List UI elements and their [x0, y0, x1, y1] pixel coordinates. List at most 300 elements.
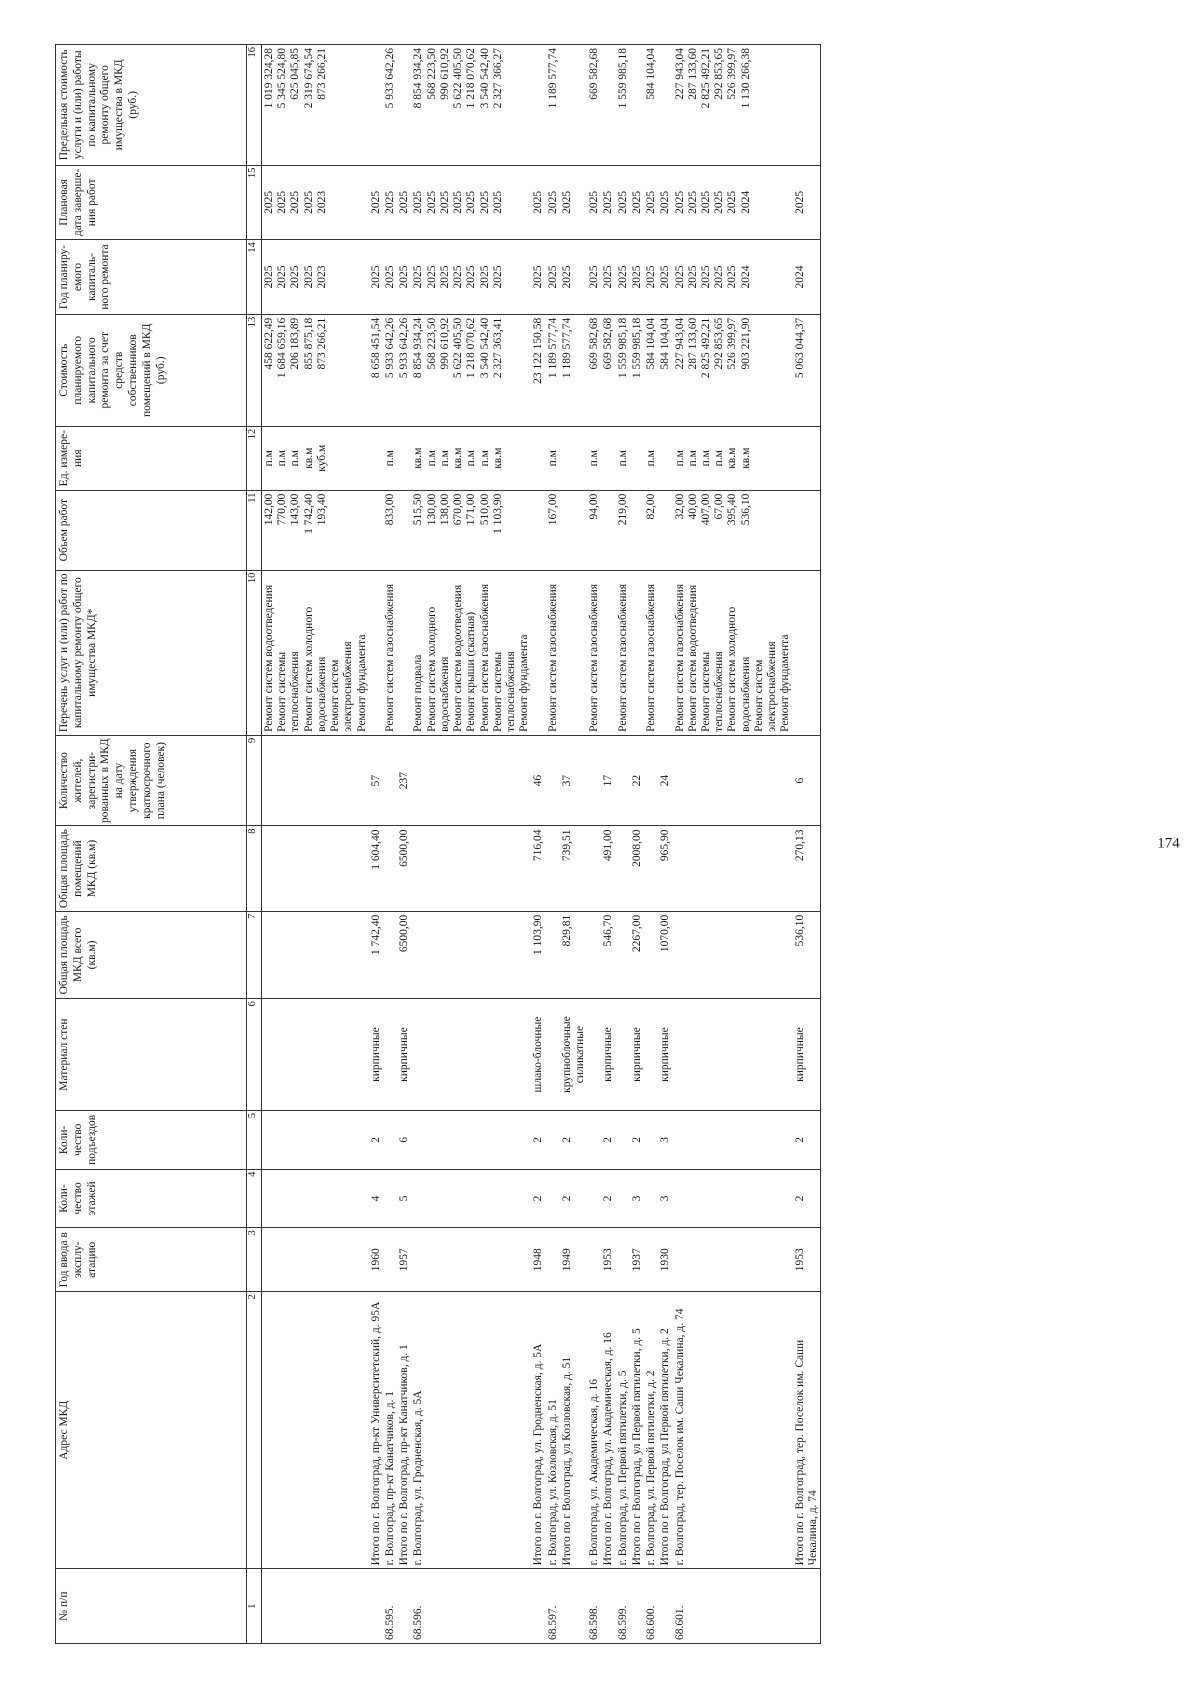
- cell-line: Ремонт системы теплоснабжения: [491, 651, 517, 732]
- cell-line: 193,40: [315, 493, 328, 526]
- cell-area_total: [383, 911, 397, 998]
- cell-line: 292 853,65: [713, 48, 726, 100]
- cell-limit: [397, 45, 411, 166]
- cell-walls: крупноблочные силикатные: [560, 999, 587, 1111]
- cell-line: 2025: [289, 190, 302, 214]
- cell-line: 2025: [588, 190, 601, 214]
- cell-line: п.м: [478, 450, 491, 467]
- cell-unit: [587, 426, 601, 490]
- cell-limit: [262, 45, 369, 166]
- cell-line: 2025: [438, 265, 451, 289]
- cell-line: 40,00: [686, 493, 699, 520]
- column-header: Перечень услуг и (или) работ по капитальному ремонту общего имущества МКД*: [56, 570, 247, 735]
- cell-num: 68.597.: [546, 1569, 560, 1644]
- cell-volume: [383, 490, 397, 570]
- cell-line: кв.м: [491, 447, 504, 469]
- cell-area_prem: [411, 826, 531, 911]
- cell-line: Ремонт систем холодного водоснабжения: [425, 606, 451, 732]
- cell-line: 227 943,04: [673, 317, 686, 370]
- cell-date_plan: [673, 165, 793, 240]
- table-body: [262, 45, 821, 1644]
- cell-entr: 2: [560, 1111, 587, 1170]
- cell-limit: [616, 45, 630, 166]
- cell-line: 2025: [546, 265, 559, 289]
- cell-area_total: [411, 911, 531, 998]
- cell-line: кв.м: [726, 447, 739, 469]
- table-row: [601, 45, 615, 1644]
- cell-area_total: [262, 911, 369, 998]
- cell-line: 67,00: [713, 493, 726, 520]
- cell-entr: [411, 1111, 531, 1170]
- cell-num: 68.596.: [411, 1569, 531, 1644]
- cell-line: 2025: [713, 265, 726, 289]
- cell-date_plan: [658, 165, 672, 240]
- column-header: Объем работ: [56, 490, 247, 570]
- cell-line: 568 223,50: [425, 48, 438, 100]
- cell-line: Ремонт системы теплоснабжения: [276, 651, 302, 732]
- cell-line: 669 582,68: [588, 317, 601, 370]
- cell-num: 68.595.: [383, 1569, 397, 1644]
- cell-line: 990 610,92: [438, 317, 451, 370]
- cell-line: кв.м: [302, 447, 315, 469]
- cell-line: 219,00: [616, 493, 629, 526]
- table-row: [616, 45, 630, 1644]
- cell-line: п.м: [276, 450, 289, 467]
- cell-area_total: [644, 911, 658, 998]
- cell-cost: [587, 314, 601, 426]
- column-header: № п/п: [56, 1569, 247, 1644]
- cell-line: 2025: [686, 190, 699, 214]
- cell-date_plan: [369, 165, 383, 240]
- cell-area_prem: [262, 826, 369, 911]
- cell-line: кв.м: [739, 447, 752, 469]
- cell-walls: кирпичные: [369, 999, 383, 1111]
- cell-year: 1949: [560, 1228, 587, 1292]
- cell-limit: [673, 45, 793, 166]
- cell-walls: [383, 999, 397, 1111]
- cell-line: 2025: [369, 265, 382, 289]
- cell-line: 82,00: [645, 493, 658, 520]
- cell-line: п.м: [438, 450, 451, 467]
- cell-residents: [262, 735, 369, 826]
- cell-volume: [411, 490, 531, 570]
- cell-line: п.м: [546, 450, 559, 467]
- cell-year: 1948: [531, 1228, 545, 1292]
- cell-line: 143,00: [289, 493, 302, 526]
- cell-floors: 2: [560, 1169, 587, 1228]
- cell-limit: [383, 45, 397, 166]
- cell-line: 2025: [659, 190, 672, 214]
- cell-walls: [673, 999, 793, 1111]
- cell-line: кв.м: [412, 447, 425, 469]
- cell-area_prem: 491,00: [601, 826, 615, 911]
- cell-line: 5 345 524,80: [276, 48, 289, 109]
- cell-line: 2025: [438, 190, 451, 214]
- cell-addr: г. Волгоград, тер. Поселок им. Саши Чекалина, д. 74: [673, 1292, 793, 1569]
- cell-work: [560, 570, 587, 735]
- cell-floors: [587, 1169, 601, 1228]
- cell-num: 68.601.: [673, 1569, 793, 1644]
- cell-line: 990 610,92: [438, 48, 451, 100]
- cell-date_plan: [793, 165, 821, 240]
- cell-line: 2025: [630, 190, 643, 214]
- column-number: 8: [247, 826, 262, 911]
- cell-unit: [560, 426, 587, 490]
- cell-line: 568 223,50: [425, 317, 438, 370]
- cell-floors: [616, 1169, 630, 1228]
- cell-floors: [673, 1169, 793, 1228]
- cell-unit: [673, 426, 793, 490]
- cell-area_prem: 739,51: [560, 826, 587, 911]
- cell-line: 2025: [425, 265, 438, 289]
- cell-limit: [546, 45, 560, 166]
- cell-line: п.м: [263, 450, 275, 467]
- cell-volume: [793, 490, 821, 570]
- cell-year_plan: [658, 240, 672, 315]
- cell-line: 2025: [700, 265, 712, 289]
- cell-line: 584 104,04: [645, 48, 658, 100]
- cell-line: 2025: [659, 265, 672, 289]
- cell-walls: [644, 999, 658, 1111]
- cell-year: [411, 1228, 531, 1292]
- cell-year_plan: [560, 240, 587, 315]
- cell-line: 2025: [276, 265, 289, 289]
- cell-line: 5 622 405,50: [452, 48, 465, 109]
- cell-year: 1953: [601, 1228, 615, 1292]
- cell-residents: [587, 735, 601, 826]
- column-number: 7: [247, 911, 262, 998]
- cell-addr: Итого по г Волгоград, ул Первой пятилетки, д. 5: [630, 1292, 644, 1569]
- cell-entr: [383, 1111, 397, 1170]
- cell-line: 2025: [602, 190, 615, 214]
- cell-year: 1937: [630, 1228, 644, 1292]
- cell-line: Ремонт систем водоотведения: [686, 584, 699, 732]
- cell-cost: [673, 314, 793, 426]
- cell-line: Ремонт систем газоснабжения: [673, 583, 686, 732]
- table-row: [793, 45, 821, 1644]
- cell-line: кв.м: [452, 447, 465, 469]
- cell-cost: [658, 314, 672, 426]
- column-header: Общая площадь МКД всего (кв.м): [56, 911, 247, 998]
- cell-num: [630, 1569, 644, 1644]
- cell-date_plan: [262, 165, 369, 240]
- cell-num: [658, 1569, 672, 1644]
- cell-work: [546, 570, 560, 735]
- cell-line: 2025: [616, 190, 629, 214]
- cell-entr: 2: [793, 1111, 821, 1170]
- cell-area_prem: [673, 826, 793, 911]
- cell-line: 1 019 324,28: [263, 48, 275, 109]
- column-header: Материал стен: [56, 999, 247, 1111]
- cell-line: 2025: [263, 265, 275, 289]
- cell-cost: [531, 314, 545, 426]
- cell-line: 8 854 934,24: [412, 317, 425, 379]
- cell-unit: [411, 426, 531, 490]
- table-row: [630, 45, 644, 1644]
- cell-line: 1 189 577,74: [560, 317, 573, 379]
- cell-addr: г. Волгоград, ул. Академическая, д. 16: [587, 1292, 601, 1569]
- cell-area_total: [616, 911, 630, 998]
- table-row: [411, 45, 531, 1644]
- cell-line: 2025: [532, 265, 545, 289]
- cell-date_plan: [601, 165, 615, 240]
- cell-entr: 2: [630, 1111, 644, 1170]
- cell-area_prem: 6500,00: [397, 826, 411, 911]
- cell-year_plan: [793, 240, 821, 315]
- cell-residents: 17: [601, 735, 615, 826]
- cell-line: 526 399,97: [726, 48, 739, 100]
- table-row: [262, 45, 369, 1644]
- cell-area_prem: 2008,00: [630, 826, 644, 911]
- cell-entr: [644, 1111, 658, 1170]
- cell-line: 584 104,04: [645, 317, 658, 370]
- cell-line: 5 622 405,50: [452, 317, 465, 379]
- cell-limit: [411, 45, 531, 166]
- cell-line: 142,00: [263, 493, 275, 526]
- cell-cost: [616, 314, 630, 426]
- cell-line: 510,00: [478, 493, 491, 526]
- cell-num: [793, 1569, 821, 1644]
- cell-line: 2025: [645, 265, 658, 289]
- cell-cost: [411, 314, 531, 426]
- column-header: Ед. измере-ния: [56, 426, 247, 490]
- cell-line: 2025: [302, 190, 315, 214]
- cell-entr: [673, 1111, 793, 1170]
- column-number: 12: [247, 426, 262, 490]
- cell-year_plan: [644, 240, 658, 315]
- cell-area_total: [673, 911, 793, 998]
- cell-work: [616, 570, 630, 735]
- rotated-document-sheet: [55, 44, 1200, 1644]
- cell-year: 1957: [397, 1228, 411, 1292]
- column-header: Общая площадь помещений МКД (кв.м): [56, 826, 247, 911]
- cell-residents: 22: [630, 735, 644, 826]
- cell-num: 68.598.: [587, 1569, 601, 1644]
- cell-floors: 2: [531, 1169, 545, 1228]
- cell-area_prem: [546, 826, 560, 911]
- cell-num: [531, 1569, 545, 1644]
- cell-walls: [587, 999, 601, 1111]
- page-number: 174: [1157, 835, 1180, 852]
- cell-area_total: [587, 911, 601, 998]
- cell-line: Ремонт крыши (скатная): [465, 611, 478, 732]
- cell-line: 2025: [616, 265, 629, 289]
- cell-cost: [601, 314, 615, 426]
- cell-addr: г. Волгоград, ул. Первой пятилетки, д. 5: [616, 1292, 630, 1569]
- cell-limit: [630, 45, 644, 166]
- cell-line: 2023: [315, 190, 328, 214]
- cell-year: 1953: [793, 1228, 821, 1292]
- cell-line: 1 559 985,18: [616, 317, 629, 379]
- cell-line: 536,10: [739, 493, 752, 526]
- cell-work: [601, 570, 615, 735]
- cell-year: [587, 1228, 601, 1292]
- cell-residents: 57: [369, 735, 383, 826]
- cell-walls: кирпичные: [630, 999, 644, 1111]
- cell-limit: [601, 45, 615, 166]
- cell-line: 2025: [726, 265, 739, 289]
- column-number: 11: [247, 490, 262, 570]
- cell-date_plan: [383, 165, 397, 240]
- cell-cost: [644, 314, 658, 426]
- cell-line: 2025: [276, 190, 289, 214]
- cell-area_total: 6500,00: [397, 911, 411, 998]
- cell-volume: [673, 490, 793, 570]
- cell-floors: [644, 1169, 658, 1228]
- cell-floors: [546, 1169, 560, 1228]
- cell-year: [383, 1228, 397, 1292]
- cell-line: 2025: [602, 265, 615, 289]
- cell-cost: [369, 314, 383, 426]
- cell-line: 1 559 985,18: [630, 317, 643, 379]
- cell-line: 138,00: [438, 493, 451, 526]
- cell-area_prem: [616, 826, 630, 911]
- cell-line: Ремонт систем электроснабжения: [329, 641, 355, 732]
- cell-residents: [411, 735, 531, 826]
- cell-floors: [383, 1169, 397, 1228]
- cell-line: п.м: [713, 450, 726, 467]
- cell-year: [673, 1228, 793, 1292]
- cell-entr: [262, 1111, 369, 1170]
- repair-plan-table: [55, 44, 821, 1644]
- cell-num: [369, 1569, 383, 1644]
- cell-volume: [560, 490, 587, 570]
- table-row: [560, 45, 587, 1644]
- cell-floors: [262, 1169, 369, 1228]
- cell-line: 770,00: [276, 493, 289, 526]
- cell-line: 2 825 492,21: [700, 317, 712, 379]
- cell-work: [673, 570, 793, 735]
- cell-line: Ремонт систем газоснабжения: [478, 583, 491, 732]
- cell-line: Ремонт систем газоснабжения: [616, 583, 629, 732]
- cell-area_total: 536,10: [793, 911, 821, 998]
- cell-line: 1 189 577,74: [546, 48, 559, 109]
- cell-volume: [587, 490, 601, 570]
- cell-work: [411, 570, 531, 735]
- cell-date_plan: [397, 165, 411, 240]
- cell-line: Ремонт систем газоснабжения: [546, 583, 559, 732]
- cell-entr: [616, 1111, 630, 1170]
- cell-walls: кирпичные: [793, 999, 821, 1111]
- cell-line: 1 742,40: [302, 493, 315, 534]
- column-header: Адрес МКД: [56, 1292, 247, 1569]
- cell-volume: [397, 490, 411, 570]
- cell-line: 2025: [383, 265, 396, 289]
- cell-floors: 2: [793, 1169, 821, 1228]
- cell-residents: 237: [397, 735, 411, 826]
- column-number: 4: [247, 1169, 262, 1228]
- cell-line: 2025: [412, 265, 425, 289]
- cell-entr: [546, 1111, 560, 1170]
- table-row: [644, 45, 658, 1644]
- cell-line: 2025: [478, 265, 491, 289]
- cell-line: 2025: [452, 190, 465, 214]
- cell-entr: 6: [397, 1111, 411, 1170]
- cell-line: п.м: [700, 450, 712, 467]
- cell-area_prem: 965,90: [658, 826, 672, 911]
- cell-volume: [616, 490, 630, 570]
- cell-year: [546, 1228, 560, 1292]
- column-header: Количество жителей, зарегистри-рованных в МКД на дату утверждения краткосрочного плана (человек): [56, 735, 247, 826]
- cell-year_plan: [673, 240, 793, 315]
- cell-addr: г. Волгоград, ул. Гродненская, д. 5А: [411, 1292, 531, 1569]
- cell-area_prem: [383, 826, 397, 911]
- cell-unit: [546, 426, 560, 490]
- cell-line: 1 130 266,38: [739, 48, 752, 109]
- cell-addr: Итого по г Волгоград, ул Козловская, д. 51: [560, 1292, 587, 1569]
- cell-walls: [616, 999, 630, 1111]
- column-header: Предельная стоимость услуги и (или) работы по капитальному ремонту общего имущества в МКД (руб.): [56, 45, 247, 166]
- cell-limit: [793, 45, 821, 166]
- cell-line: 2024: [739, 190, 752, 214]
- cell-line: 515,50: [412, 493, 425, 526]
- cell-walls: [262, 999, 369, 1111]
- cell-date_plan: [546, 165, 560, 240]
- column-header: Год планиру-емого капиталь-ного ремонта: [56, 240, 247, 315]
- cell-line: 873 266,21: [315, 48, 328, 100]
- cell-line: Ремонт систем холодного водоснабжения: [302, 606, 328, 732]
- cell-line: Ремонт системы теплоснабжения: [700, 651, 726, 732]
- cell-limit: [560, 45, 587, 166]
- cell-volume: [601, 490, 615, 570]
- column-number: 1: [247, 1569, 262, 1644]
- cell-walls: кирпичные: [397, 999, 411, 1111]
- cell-line: 2025: [532, 190, 545, 214]
- cell-limit: [658, 45, 672, 166]
- cell-line: 669 582,68: [588, 48, 601, 100]
- cell-line: 2025: [630, 265, 643, 289]
- cell-limit: [644, 45, 658, 166]
- header-row: [56, 45, 247, 1644]
- cell-num: [601, 1569, 615, 1644]
- cell-line: куб.м: [315, 444, 328, 472]
- cell-line: 287 133,60: [686, 317, 699, 370]
- cell-entr: 2: [601, 1111, 615, 1170]
- cell-line: Ремонт систем водоотведения: [263, 584, 275, 732]
- column-number: 5: [247, 1111, 262, 1170]
- cell-line: Ремонт систем водоотведения: [452, 584, 465, 732]
- cell-unit: [616, 426, 630, 490]
- cell-line: 3 540 542,40: [478, 317, 491, 379]
- cell-line: 2025: [793, 190, 806, 214]
- cell-limit: [531, 45, 545, 166]
- column-number: 16: [247, 45, 262, 166]
- cell-line: 855 875,18: [302, 317, 315, 370]
- cell-line: 2025: [383, 190, 396, 214]
- cell-line: 2025: [588, 265, 601, 289]
- cell-addr: Итого по г. Волгоград, ул. Академическая, д. 16: [601, 1292, 615, 1569]
- cell-line: Ремонт систем газоснабжения: [645, 583, 658, 732]
- cell-line: п.м: [645, 450, 658, 467]
- cell-area_total: 2267,00: [630, 911, 644, 998]
- cell-line: 5 063 044,37: [793, 317, 806, 379]
- cell-line: п.м: [383, 450, 396, 467]
- cell-line: 2 319 674,54: [302, 48, 315, 109]
- cell-line: 2025: [478, 190, 491, 214]
- cell-line: 2025: [686, 265, 699, 289]
- cell-floors: [411, 1169, 531, 1228]
- cell-year_plan: [262, 240, 369, 315]
- cell-line: 2 327 363,41: [491, 317, 504, 379]
- cell-line: 2025: [673, 265, 686, 289]
- cell-residents: [673, 735, 793, 826]
- cell-line: 227 943,04: [673, 48, 686, 100]
- cell-year_plan: [383, 240, 397, 315]
- cell-unit: [630, 426, 644, 490]
- cell-line: 2025: [700, 190, 712, 214]
- cell-line: 2025: [491, 265, 504, 289]
- cell-line: 1 218 070,62: [465, 48, 478, 109]
